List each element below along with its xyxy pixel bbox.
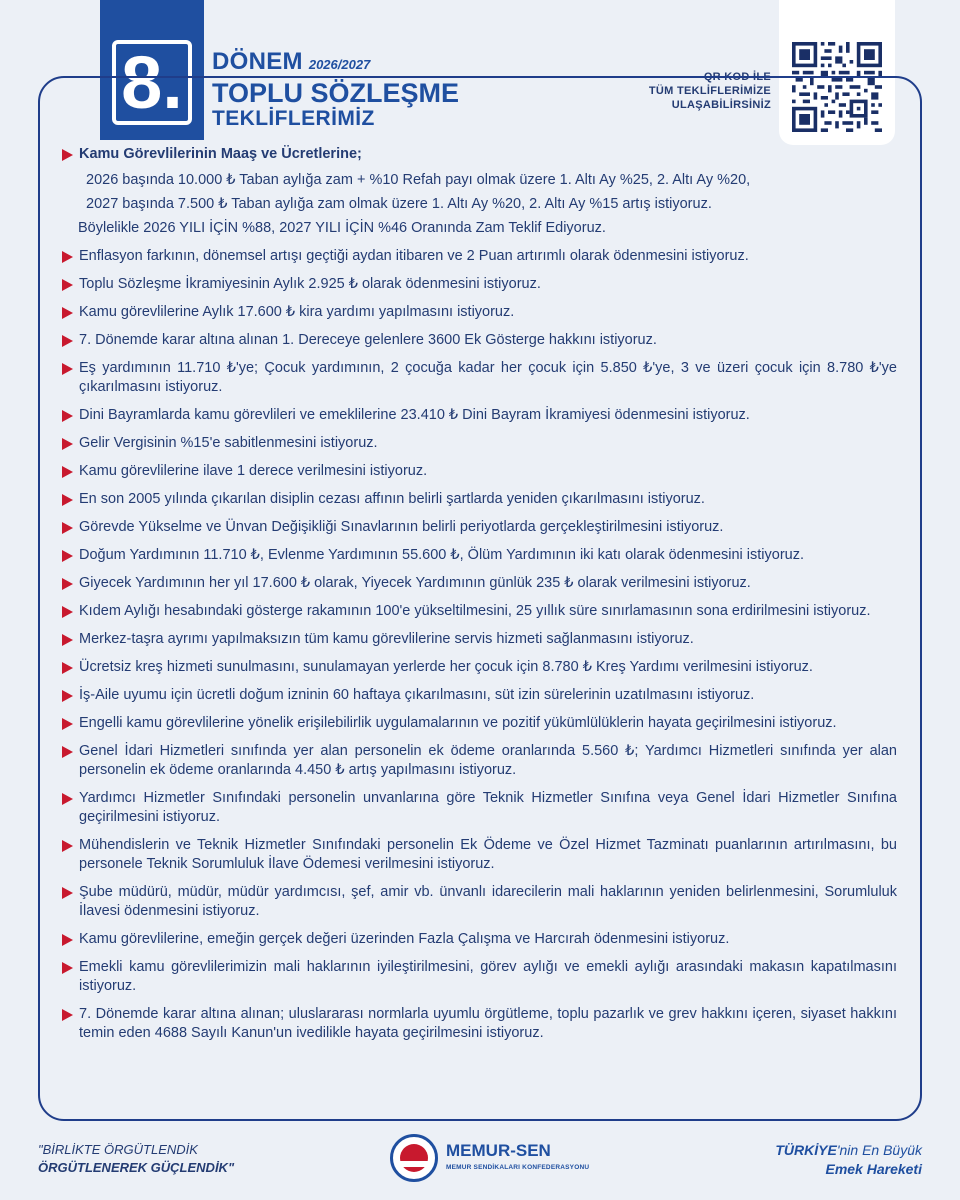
list-item [62, 836, 897, 874]
list-item-text: Yardımcı Hizmetler Sınıfındaki personelin unvanlarına göre Teknik Hizmetler Sınıfına veya Genel İdari Hizmetler Sınıfına geçirilmesini istiyoruz. [79, 790, 897, 825]
bullet-arrow-icon [62, 887, 73, 899]
list-item [62, 742, 897, 780]
bullet-arrow-icon [62, 718, 73, 730]
list-item [62, 490, 897, 509]
org-full-name: MEMUR SENDİKALARI KONFEDERASYONU [446, 1164, 590, 1171]
bullet-arrow-icon [62, 335, 73, 347]
memur-sen-emblem-icon [390, 1134, 438, 1182]
list-item [62, 1005, 897, 1043]
bullet-arrow-icon [62, 606, 73, 618]
bullet-arrow-icon [62, 149, 73, 161]
bullet-arrow-icon [62, 746, 73, 758]
list-item [62, 883, 897, 921]
year-end: 2027 [341, 57, 371, 72]
bullet-arrow-icon [62, 934, 73, 946]
footer-tagline [775, 1141, 922, 1179]
list-item-text: Doğum Yardımının 11.710 ₺, Evlenme Yardımının 55.600 ₺, Ölüm Yardımının iki katı olarak ödenmesini istiyoruz. [79, 547, 804, 563]
bullet-arrow-icon [62, 662, 73, 674]
list-item [62, 630, 897, 649]
list-item [62, 434, 897, 453]
list-item-text: Mühendislerin ve Teknik Hizmetler Sınıfındaki personelin Ek Ödeme ve Özel Hizmet Tazminatı puanlarının artırılmasını, bu personele Teknik Sorumluluk İlave Ödemesi verilmesini istiyoruz. [79, 837, 897, 872]
list-item [62, 958, 897, 996]
list-item-text: Kamu görevlilerine, emeğin gerçek değeri üzerinden Fazla Çalışma ve Harcırah ödenmesini istiyoruz. [79, 931, 730, 947]
memur-sen-logo [390, 1134, 590, 1186]
salary-heading-text: Kamu Görevlilerinin Maaş ve Ücretlerine; [79, 146, 362, 162]
list-item [62, 518, 897, 537]
period-label: DÖNEM [212, 48, 303, 75]
list-item [62, 331, 897, 350]
list-item-text: Engelli kamu görevlilerine yönelik erişilebilirlik uygulamalarının ve pozitif yükümlülüklerin hayata geçirilmesini istiyoruz. [79, 715, 837, 731]
list-item [62, 275, 897, 294]
list-item-text: Emekli kamu görevlilerimizin mali haklarının iyileştirilmesini, görev aylığı ve emekli aylığı arasındaki makasın kapatılmasını istiyoruz. [79, 959, 897, 994]
bullet-arrow-icon [62, 793, 73, 805]
list-item [62, 714, 897, 733]
list-item-text: Gelir Vergisinin %15'e sabitlenmesini istiyoruz. [79, 435, 378, 451]
bullet-arrow-icon [62, 410, 73, 422]
bullet-arrow-icon [62, 962, 73, 974]
salary-heading [62, 145, 897, 164]
page-title: TOPLU SÖZLEŞME [212, 78, 460, 108]
list-item-text: Merkez-taşra ayrımı yapılmaksızın tüm kamu görevlilerine servis hizmeti sağlanmasını istiyoruz. [79, 631, 694, 647]
footer-slogan [38, 1141, 234, 1177]
year-separator: / [337, 57, 342, 72]
period-line [212, 48, 459, 76]
list-item [62, 406, 897, 425]
proposals-list [62, 145, 897, 1052]
list-item [62, 686, 897, 705]
tagline-rest: 'nin En Büyük [836, 1142, 922, 1158]
list-item [62, 247, 897, 266]
list-item [62, 602, 897, 621]
list-item-text: Kamu görevlilerine Aylık 17.600 ₺ kira yardımı yapılmasını istiyoruz. [79, 304, 515, 320]
bullet-arrow-icon [62, 1009, 73, 1021]
slogan-line-bold: ÖRGÜTLENEREK GÜÇLENDİK" [38, 1160, 235, 1175]
page-subtitle: TEKLİFLERİMİZ [212, 107, 375, 130]
slogan-line: "BİRLİKTE ÖRGÜTLENDİK [38, 1142, 198, 1157]
bullet-arrow-icon [62, 307, 73, 319]
bullet-arrow-icon [62, 634, 73, 646]
bullet-arrow-icon [62, 840, 73, 852]
bullet-arrow-icon [62, 363, 73, 375]
tagline-country: TÜRKİYE [775, 1142, 837, 1158]
list-item-text: En son 2005 yılında çıkarılan disiplin cezası affının belirli şartlarda yeniden çıkarılmasını istiyoruz. [79, 491, 705, 507]
list-item-text: İş-Aile uyumu için ücretli doğum izninin 60 haftaya çıkarılmasını, süt izin sürelerinin uzatılmasını istiyoruz. [79, 687, 755, 703]
bullet-arrow-icon [62, 251, 73, 263]
tagline-line-2: Emek Hareketi [825, 1161, 922, 1177]
bullet-arrow-icon [62, 438, 73, 450]
list-item-text: Toplu Sözleşme İkramiyesinin Aylık 2.925 ₺ olarak ödenmesini istiyoruz. [79, 276, 541, 292]
list-item [62, 789, 897, 827]
list-item-text: 7. Dönemde karar altına alınan 1. Dereceye gelenlere 3600 Ek Gösterge hakkını istiyoruz. [79, 332, 657, 348]
qr-caption-line: TÜM TEKLİFLERİMİZE [648, 85, 771, 97]
bullet-arrow-icon [62, 522, 73, 534]
list-item-text: Enflasyon farkının, dönemsel artışı geçtiği aydan itibaren ve 2 Puan artırımlı olarak ödenmesini istiyoruz. [79, 248, 749, 264]
list-item-text: Dini Bayramlarda kamu görevlileri ve emeklilerine 23.410 ₺ Dini Bayram İkramiyesi ödenmesini istiyoruz. [79, 407, 750, 423]
bullet-arrow-icon [62, 550, 73, 562]
year-start: 2026 [308, 57, 338, 72]
bullet-arrow-icon [62, 578, 73, 590]
list-item-text: 7. Dönemde karar altına alınan; uluslararası normlarla uyumlu örgütleme, toplu pazarlık ve grev hakkını içeren, siyaset hakkını temin eden 4688 Sayılı Kanun'un ivedilikle hayata geçirilmesini istiyoruz. [79, 1006, 897, 1041]
bullet-arrow-icon [62, 466, 73, 478]
bullet-arrow-icon [62, 690, 73, 702]
salary-summary: Böylelikle 2026 YILI İÇİN %88, 2027 YILI İÇİN %46 Oranında Zam Teklif Ediyoruz. [78, 220, 606, 236]
list-item [62, 574, 897, 593]
list-item-text: Şube müdürü, müdür, müdür yardımcısı, şef, amir vb. ünvanlı idarecilerin mali haklarının yeniden belirlenmesini, Sorumluluk İlavesi ödenmesini istiyoruz. [79, 884, 897, 919]
list-item [62, 658, 897, 677]
list-item [62, 359, 897, 397]
list-item-text: Genel İdari Hizmetleri sınıfında yer alan personelin ek ödeme oranlarında 5.560 ₺; Yardımcı Hizmetleri sınıfında yer alan personelin ek ödeme oranlarında 4.450 ₺ artış yapılmasını istiyoruz. [79, 743, 897, 778]
list-item [62, 546, 897, 565]
list-item-text: Ücretsiz kreş hizmeti sunulmasını, sunulamayan yerlerde her çocuk için 8.780 ₺ Kreş Yardımı verilmesini istiyoruz. [79, 659, 813, 675]
org-name: MEMUR-SEN [446, 1141, 551, 1160]
qr-caption-line: QR KOD İLE [703, 71, 771, 83]
list-item-text: Giyecek Yardımının her yıl 17.600 ₺ olarak, Yiyecek Yardımının günlük 235 ₺ olarak verilmesini istiyoruz. [79, 575, 751, 591]
list-item-text: Kamu görevlilerine ilave 1 derece verilmesini istiyoruz. [79, 463, 428, 479]
list-item [62, 462, 897, 481]
bullet-arrow-icon [62, 279, 73, 291]
list-item-text: Görevde Yükselme ve Ünvan Değişikliği Sınavlarının belirli periyotlarda gerçekleştirilmesini istiyoruz. [79, 519, 724, 535]
list-item-text: Eş yardımının 11.710 ₺'ye; Çocuk yardımının, 2 çocuğa kadar her çocuk için 5.850 ₺'ye, 3 ve üzeri çocuk için 8.780 ₺'ye çıkarılmasını istiyoruz. [79, 360, 897, 395]
qr-caption-line: ULAŞABİLİRSİNİZ [671, 99, 771, 111]
list-item [62, 303, 897, 322]
list-item-text: Kıdem Aylığı hesabındaki gösterge rakamının 100'e yükseltilmesini, 25 yıllık süre sınırlamasının sona erdirilmesini istiyoruz. [79, 603, 871, 619]
bullet-arrow-icon [62, 494, 73, 506]
list-item [62, 930, 897, 949]
period-number: 8. [112, 40, 192, 125]
salary-line-2027: 2027 başında 7.500 ₺ Taban aylığa zam olmak üzere 1. Altı Ay %20, 2. Altı Ay %15 artış istiyoruz. [86, 196, 712, 212]
salary-line-2026: 2026 başında 10.000 ₺ Taban aylığa zam + %10 Refah payı olmak üzere 1. Altı Ay %25, 2. Altı Ay %20, [86, 172, 751, 188]
